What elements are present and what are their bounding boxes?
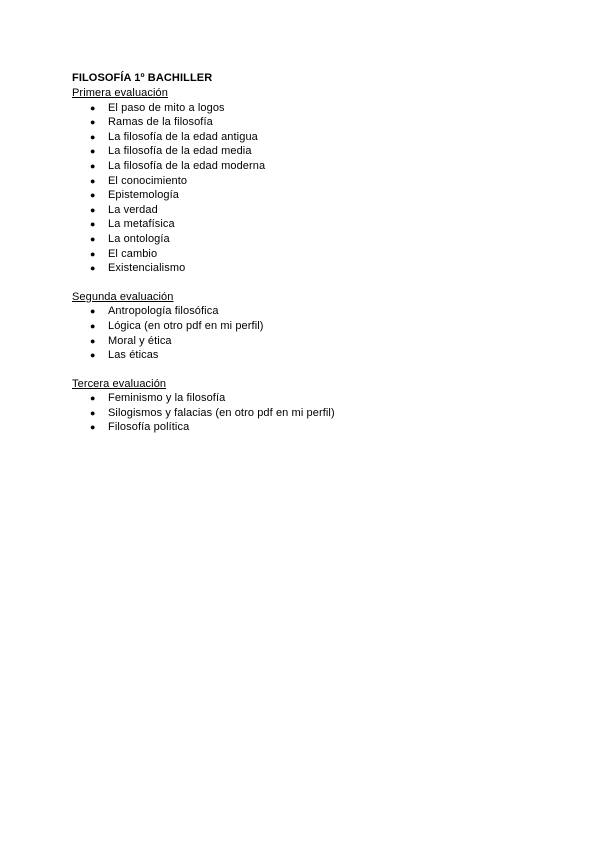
bullet-icon: ● bbox=[90, 306, 96, 317]
section-heading: Segunda evaluación bbox=[72, 290, 174, 303]
list-item bbox=[72, 232, 532, 247]
topic-list bbox=[72, 391, 532, 435]
section-heading: Primera evaluación bbox=[72, 87, 168, 99]
bullet-icon: ● bbox=[90, 102, 96, 113]
bullet-icon: ● bbox=[90, 263, 96, 274]
bullet-icon: ● bbox=[90, 131, 96, 142]
list-item bbox=[72, 334, 532, 349]
topic-list bbox=[72, 101, 532, 276]
list-item bbox=[72, 247, 532, 262]
list-item bbox=[72, 130, 532, 145]
list-item-label: El cambio bbox=[108, 247, 158, 260]
list-item bbox=[72, 203, 532, 218]
list-item bbox=[72, 115, 532, 130]
list-item bbox=[72, 261, 532, 276]
list-item-label: Silogismos y falacias (en otro pdf en mi perfil) bbox=[108, 406, 335, 419]
bullet-icon: ● bbox=[90, 248, 96, 259]
list-item-label: El conocimiento bbox=[108, 174, 188, 187]
list-item-label: Feminismo y la filosofía bbox=[108, 392, 226, 405]
list-item-label: La verdad bbox=[108, 203, 158, 216]
list-item-label: Lógica (en otro pdf en mi perfil) bbox=[108, 319, 264, 332]
list-item bbox=[72, 304, 532, 319]
bullet-icon: ● bbox=[90, 320, 96, 331]
document-content bbox=[72, 71, 532, 449]
list-item bbox=[72, 217, 532, 232]
bullet-icon: ● bbox=[90, 422, 96, 433]
bullet-icon: ● bbox=[90, 393, 96, 404]
section-heading: Tercera evaluación bbox=[72, 377, 167, 390]
bullet-icon: ● bbox=[90, 350, 96, 361]
list-item-label: La ontología bbox=[108, 232, 170, 245]
bullet-icon: ● bbox=[90, 204, 96, 215]
list-item bbox=[72, 391, 532, 406]
list-item-label: El paso de mito a logos bbox=[108, 101, 225, 114]
list-item-label: Epistemología bbox=[108, 189, 180, 202]
list-item-label: Existencialismo bbox=[108, 262, 186, 275]
list-item-label: La filosofía de la edad antigua bbox=[108, 130, 258, 143]
list-item-label: Antropología filosófica bbox=[108, 305, 219, 318]
list-item bbox=[72, 144, 532, 159]
bullet-icon: ● bbox=[90, 233, 96, 244]
section-tercera-evaluacion bbox=[72, 377, 532, 435]
topic-list bbox=[72, 304, 532, 362]
section-segunda-evaluacion bbox=[72, 290, 532, 363]
list-item bbox=[72, 406, 532, 421]
bullet-icon: ● bbox=[90, 175, 96, 186]
document-title: FILOSOFÍA 1º BACHILLER bbox=[72, 72, 213, 84]
list-item bbox=[72, 101, 532, 116]
bullet-icon: ● bbox=[90, 160, 96, 171]
bullet-icon: ● bbox=[90, 219, 96, 230]
bullet-icon: ● bbox=[90, 146, 96, 157]
bullet-icon: ● bbox=[90, 190, 96, 201]
list-item-label: Filosofía política bbox=[108, 421, 190, 434]
list-item-label: Las éticas bbox=[108, 349, 159, 362]
bullet-icon: ● bbox=[90, 117, 96, 128]
list-item-label: Ramas de la filosofía bbox=[108, 116, 213, 129]
list-item-label: Moral y ética bbox=[108, 334, 172, 347]
section-primera-evaluacion bbox=[72, 86, 532, 276]
list-item bbox=[72, 159, 532, 174]
list-item bbox=[72, 420, 532, 435]
list-item bbox=[72, 348, 532, 363]
list-item-label: La filosofía de la edad moderna bbox=[108, 159, 266, 172]
list-item bbox=[72, 188, 532, 203]
bullet-icon: ● bbox=[90, 335, 96, 346]
bullet-icon: ● bbox=[90, 407, 96, 418]
list-item bbox=[72, 319, 532, 334]
list-item-label: La metafísica bbox=[108, 218, 175, 231]
list-item bbox=[72, 174, 532, 189]
list-item-label: La filosofía de la edad media bbox=[108, 145, 252, 158]
